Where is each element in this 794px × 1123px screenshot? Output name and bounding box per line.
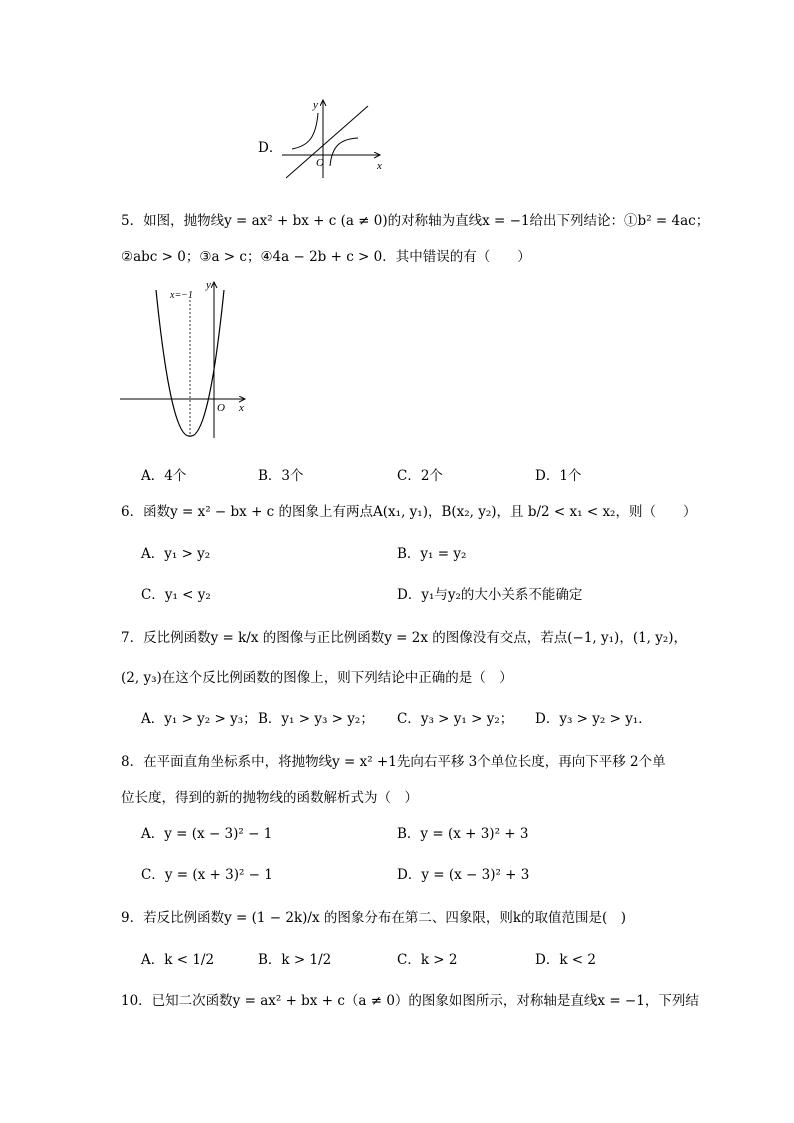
q4-hyperbola-branch-1	[292, 113, 318, 149]
q10-line1: 10．已知二次函数y = ax² + bx + c（a ≠ 0）的图象如图所示，对称轴是直线x = −1，下列结	[121, 993, 699, 1009]
q9-option-a: A．k < 1/2	[141, 952, 215, 968]
q5-line1: 5．如图，抛物线y = ax² + bx + c (a ≠ 0)的对称轴为直线x = −1给出下列结论：①b² = 4ac；	[121, 213, 710, 229]
q8-line2: 位长度，得到的新的抛物线的函数解析式为（ ）	[121, 790, 418, 806]
q6-option-a: A．y₁ > y₂	[141, 546, 211, 562]
q5-graph	[120, 278, 260, 438]
q6-option-b: B．y₁ = y₂	[397, 546, 467, 562]
q8-option-a: A．y = (x − 3)² − 1	[141, 826, 273, 842]
q9-line1: 9．若反比例函数y = (1 − 2k)/x 的图象分布在第二、四象限，则k的取值范围是( )	[121, 910, 627, 926]
q6-option-d: D．y₁与y₂的大小关系不能确定	[397, 587, 583, 603]
q4-graph	[280, 98, 390, 178]
q5-origin-label: O	[217, 402, 225, 414]
q5-y-label: y	[206, 279, 211, 291]
q4-hyperbola-branch-2	[330, 138, 358, 166]
q6-line1: 6．函数y = x² − bx + c 的图象上有两点A(x₁, y₁)，B(x₂, y₂)，且 b/2 < x₁ < x₂，则（ ）	[121, 504, 697, 520]
q7-option-c: C．y₃ > y₁ > y₂；	[397, 711, 514, 727]
q9-option-d: D．k < 2	[535, 952, 596, 968]
q7-option-b: B．y₁ > y₃ > y₂；	[258, 711, 374, 727]
q8-option-c: C．y = (x + 3)² − 1	[141, 867, 273, 883]
q8-line1: 8．在平面直角坐标系中，将抛物线y = x² +1先向右平移 3个单位长度，再向下平移 2个单	[121, 754, 666, 770]
q4-option-d-label: D．	[258, 140, 283, 156]
q4-linear-line	[286, 106, 368, 178]
q7-line2: (2, y₃)在这个反比例函数的图像上，则下列结论中正确的是（ ）	[121, 670, 513, 686]
q4-y-label: y	[313, 99, 318, 111]
q6-option-c: C．y₁ < y₂	[141, 587, 211, 603]
q5-option-b: B．3个	[258, 468, 304, 484]
q7-option-a: A．y₁ > y₂ > y₃；	[141, 711, 257, 727]
q4-origin-label: O	[316, 157, 324, 169]
q5-line2: ②abc > 0；③a > c；④4a − 2b + c > 0．其中错误的有（ ）	[121, 249, 531, 265]
q5-option-d: D．1个	[535, 468, 582, 484]
q8-option-d: D．y = (x − 3)² + 3	[397, 867, 530, 883]
q9-option-b: B．k > 1/2	[258, 952, 332, 968]
q5-option-c: C．2个	[397, 468, 443, 484]
q5-x-label: x	[239, 402, 244, 414]
q7-option-d: D．y₃ > y₂ > y₁．	[535, 711, 652, 727]
q8-option-b: B．y = (x + 3)² + 3	[397, 826, 529, 842]
q4-x-label: x	[377, 160, 382, 172]
q7-line1: 7．反比例函数y = k/x 的图像与正比例函数y = 2x 的图像没有交点，若点(−1, y₁)，(1, y₂)，	[121, 630, 688, 646]
q5-symmetry-label: x=−1	[170, 290, 193, 301]
q9-option-c: C．k > 2	[397, 952, 458, 968]
q5-option-a: A．4个	[141, 468, 187, 484]
